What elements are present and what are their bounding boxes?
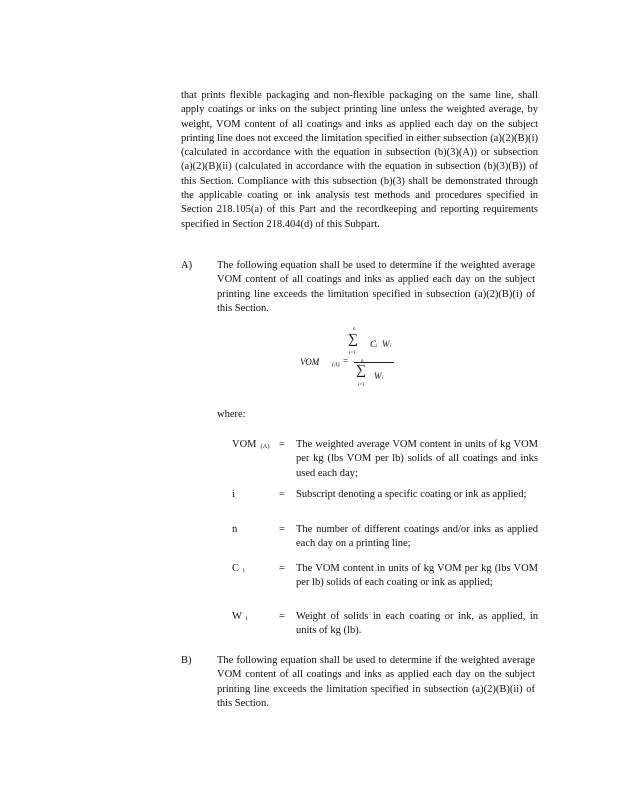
definition-equals: =: [279, 611, 285, 622]
para-a-label: A): [181, 260, 193, 271]
definition-text: Weight of solids in each coating or ink, as applied, in units of kg (lb).: [296, 611, 538, 637]
denominator-w-term: W: [374, 371, 382, 381]
numerator-w-subscript: i: [390, 344, 392, 349]
equation: [300, 327, 410, 397]
para-b-label: B): [181, 655, 192, 666]
definition-symbol-main: n: [232, 524, 238, 535]
denominator-w-subscript: i: [382, 376, 384, 381]
intro-paragraph: that prints flexible packaging and non-flexible packaging on the same line, shall apply coatings or inks on the subject printing line unless the weighted average, by weight, VOM content of all coatings and inks as applied each day on the subject printing line does not exceed the limitation specified in either subsection (a)(2)(B)(i) (calculated in accordance with the equation in subsection (b)(3)(A)) or subsection (a)(2)(B)(ii) (calculated in accordance with the equation in subsection (b)(3)(B)) of this Section. Compliance with this subsection (b)(3) shall be demonstrated through the applicable coating or ink analysis test methods and procedures specified in Section 218.105(a) of this Part and the recordkeeping and reporting requirements specified in Section 218.404(d) of this Subpart.: [181, 90, 538, 230]
definition-symbol-subscript: (A): [260, 443, 270, 450]
denominator-sum-symbol: ∑: [356, 363, 366, 378]
definition-symbol: [232, 523, 237, 537]
para-b-text: The following equation shall be used to determine if the weighted average VOM content of all coatings and inks as applied each day on the subject printing line exceeds the limitation specified in subsection (a)(2)(B)(ii) of this Section.: [217, 655, 535, 709]
definition-symbol: [232, 610, 248, 626]
equation-lhs-subscript: (A): [332, 362, 340, 368]
equation-lhs: VOM: [300, 357, 320, 367]
definition-symbol: [232, 488, 235, 502]
definition-text: The number of different coatings and/or inks as applied each day on a printing line;: [296, 524, 538, 550]
definition-equals: =: [279, 489, 285, 500]
where-label: where:: [217, 409, 246, 420]
definition-equals: =: [279, 439, 285, 450]
definition-symbol-main: i: [232, 489, 235, 500]
definition-symbol: [232, 562, 245, 578]
numerator-w-term: W: [382, 339, 390, 349]
definition-symbol-main: W: [232, 611, 242, 622]
para-a-text: The following equation shall be used to determine if the weighted average VOM content of all coatings and inks as applied each day on the subject printing line exceeds the limitation specified in subsection (a)(2)(B)(i) of this Section.: [217, 260, 535, 314]
numerator-c-term: C: [370, 339, 377, 349]
definition-equals: =: [279, 524, 285, 535]
numerator-c-subscript: i: [376, 344, 378, 349]
numerator-sum-symbol: ∑: [348, 332, 358, 347]
equation-equals: =: [343, 356, 349, 366]
equation-upper-limit: n: [353, 327, 356, 332]
equation-lower-limit: i=1: [349, 351, 356, 356]
definition-symbol-main: C: [232, 563, 240, 574]
definition-text: The VOM content in units of kg VOM per kg (lbs VOM per lb) solids of each coating or ink as applied;: [296, 563, 538, 589]
definition-symbol-main: VOM: [232, 439, 257, 450]
denominator-lower-limit: i=1: [358, 383, 365, 388]
definition-symbol-subscript: i: [243, 567, 245, 574]
definition-symbol: [232, 438, 270, 454]
definition-symbol-subscript: i: [245, 615, 248, 622]
definition-text: The weighted average VOM content in units of kg VOM per kg (lbs VOM per lb) solids of all coatings and inks used each day;: [296, 439, 538, 479]
definition-equals: =: [279, 563, 285, 574]
definition-text: Subscript denoting a specific coating or ink as applied;: [296, 489, 527, 500]
denominator-upper-limit: n: [361, 359, 364, 364]
